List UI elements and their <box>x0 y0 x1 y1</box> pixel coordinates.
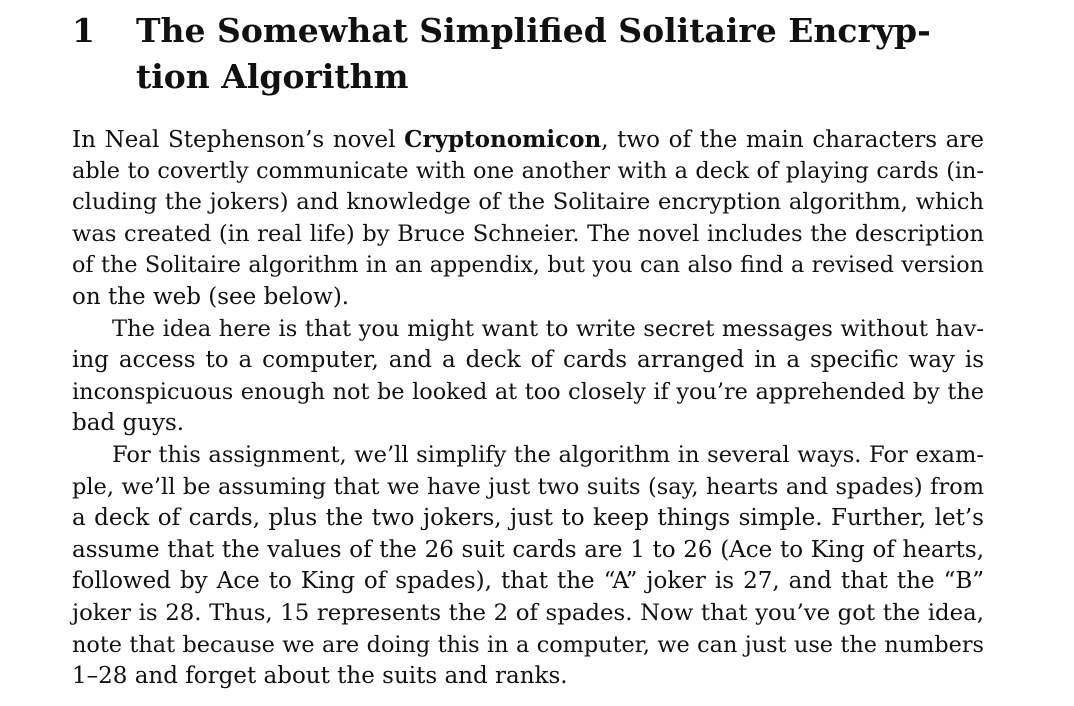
paragraph-line: a deck of cards, plus the two jokers, just to keep things simple. Further, let’s <box>72 505 984 532</box>
paragraph-line: ing access to a computer, and a deck of cards arranged in a specific way is <box>72 347 984 374</box>
paragraph-line: was created (in real life) by Bruce Schneier. The novel includes the description <box>72 220 984 247</box>
text-run: , two of the main characters are <box>601 127 984 153</box>
paragraph-line: 1–28 and forget about the suits and ranks. <box>72 663 568 690</box>
paragraph-intro <box>72 124 984 314</box>
paragraph-line: note that because we are doing this in a computer, we can just use the numbers <box>72 631 984 658</box>
section-title <box>136 8 986 100</box>
section-number: 1 <box>72 11 95 50</box>
paragraph-line: inconspicuous enough not be looked at too closely if you’re apprehended by the <box>72 378 984 405</box>
paragraph-line: assume that the values of the 26 suit cards are 1 to 26 (Ace to King of hearts, <box>72 536 984 563</box>
paragraph-line: bad guys. <box>72 410 185 437</box>
paragraph-line: on the web (see below). <box>72 283 350 310</box>
paragraph-line <box>72 124 984 156</box>
paragraph-line: ple, we’ll be assuming that we have just two suits (say, hearts and spades) from <box>72 473 984 500</box>
paragraph-line: of the Solitaire algorithm in an appendix, but you can also find a revised version <box>72 252 984 279</box>
paragraph-line: cluding the jokers) and knowledge of the Solitaire encryption algorithm, which <box>72 189 984 216</box>
section-title-line: The Somewhat Simplified Solitaire Encryp- <box>136 11 931 50</box>
paragraph-line: joker is 28. Thus, 15 represents the 2 of spades. Now that you’ve got the idea, <box>72 599 984 626</box>
paragraph-line: able to covertly communicate with one another with a deck of playing cards (in- <box>72 157 984 184</box>
paragraph-line: followed by Ace to King of spades), that the “A” joker is 27, and that the “B” <box>72 568 984 595</box>
paragraph-line: For this assignment, we’ll simplify the algorithm in several ways. For exam- <box>112 442 984 468</box>
paragraph-line: The idea here is that you might want to write secret messages without hav- <box>112 315 984 342</box>
paragraph-assignment <box>72 440 984 693</box>
book-title: Cryptonomicon <box>404 126 602 153</box>
paragraph-idea <box>72 314 984 440</box>
section-title-line: tion Algorithm <box>136 57 409 96</box>
text-run: In Neal Stephenson’s novel <box>72 127 405 153</box>
